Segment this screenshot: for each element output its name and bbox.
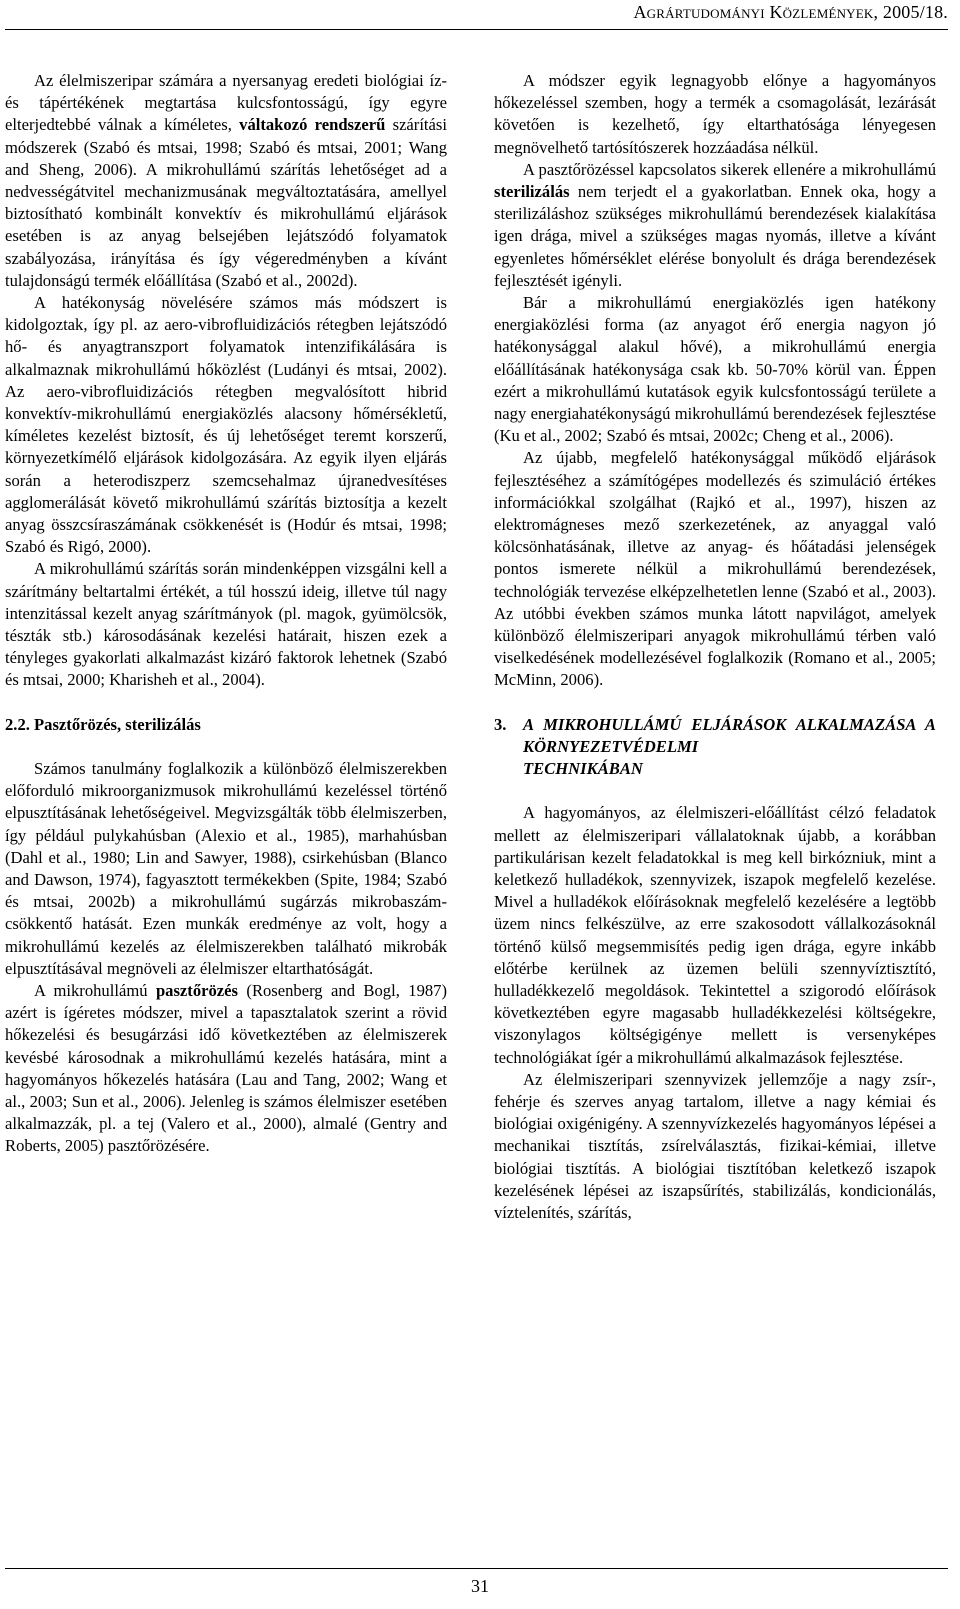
- paragraph-text: A pasztőrözéssel kapcsolatos sikerek ellenére a mikrohullámú: [523, 159, 936, 179]
- paragraph-text: nem terjedt el a gyakorlatban. Ennek oka, hogy a sterilizáláshoz szükséges mikrohullámú berendezések kialakítása igen drága, mivel a szükséges magas nyomás, illetve a kívánt egyenletes hőmérséklet elérése bonyolult és drága berendezések fejlesztését igényli.: [494, 182, 936, 290]
- spacer: [5, 692, 447, 714]
- paragraph: Bár a mikrohullámú energiaközlés igen hatékony energiaközlési forma (az anyagot érő energia nagyon jó hatékonysággal alakul hővé), a mikrohullámú energia előállításának hatékonysága csak kb. 50-70% körül van. Éppen ezért a mikrohullámú kutatások egyik kulcsfontosságú területe a nagy energiahatékonyságú mikrohullámú berendezések fejlesztése (Ku et al., 2002; Szabó és mtsai, 2002c; Cheng et al., 2006).: [494, 293, 936, 446]
- section-number: 3.: [494, 714, 507, 734]
- page-number: 31: [471, 1576, 489, 1596]
- left-column: [5, 70, 447, 1158]
- header-divider: [5, 29, 948, 30]
- spacer: [5, 736, 447, 758]
- section-title-line: A MIKROHULLÁMÚ ELJÁRÁSOK ALKALMAZÁSA A KÖRNYEZETVÉDELMI: [523, 714, 936, 756]
- paragraph: [494, 159, 936, 292]
- paragraph-text: szárítási módszerek (Szabó és mtsai, 1998; Szabó és mtsai, 2001; Wang and Sheng, 2006). A mikrohullámú szárítás lehetőséget ad a nedvességátvitel mechanizmusának megváltoztatására, amellyel biztosítható kombinált konvektív és mikrohullámú eljárások esetében is az anyag belsejében lejátszódó folyamatok szabályozása, irányítása és így végeredményben a kívánt tulajdonságú termék előállítása (Szabó et al., 2002d).: [5, 115, 447, 290]
- paragraph: Számos tanulmány foglalkozik a különböző élelmiszerekben előforduló mikroorganizmusok mikrohullámú kezeléssel történő elpusztításának lehetőségeivel. Megvizsgálták több élelmiszerben, így például pulykahúsban (Alexio et al., 1985), marhahúsban (Dahl et al., 1980; Lin and Sawyer, 1988), csirkehúsban (Blanco and Dawson, 1974), fagyasztott termékekben (Spite, 1984; Szabó és mtsai, 2002b) a mikrohullámú sugárzás mikrobaszám-csökkentő hatását. Ezen munkák eredménye az volt, hogy a mikrohullámú kezelés az élelmiszerekben található mikrobák elpusztításával megnöveli az élelmiszer eltarthatóságát.: [5, 758, 447, 978]
- spacer: [494, 692, 936, 714]
- paragraph: A módszer egyik legnagyobb előnye a hagyományos hőkezeléssel szemben, hogy a termék a csomagolását, lezárását követően is kezelhető, így eltarthatósága lényegesen megnövelhető tartósítószerek hozzáadása nélkül.: [494, 71, 936, 157]
- paragraph: A hatékonyság növelésére számos más módszert is kidolgoztak, így pl. az aero-vibrofluidizációs rétegben lejátszódó hő- és anyagtranszport folyamatok intenzifikálására is alkalmaznak mikrohullámú hőközlést (Ludányi és mtsai, 2002). Az aero-vibrofluidizációs rétegben megvalósított hibrid konvektív-mikrohullámú energiaközlés alacsony hőmérsékletű, kíméletes kezelést biztosít, és új lehetőséget teremt korszerű, környezetkímélő eljárások kidolgozására. Az egyik ilyen eljárás során a heterodiszperz szemcsehalmaz újranedvesítéses agglomerálását követő mikrohullámú szárítás biztosítja a kezelt anyag összcsíraszámának csökkenését is (Hodúr és mtsai, 1998; Szabó és Rigó, 2000).: [5, 293, 447, 557]
- bold-term: sterilizálás: [494, 182, 570, 202]
- paragraph: [5, 70, 447, 292]
- paragraph: A mikrohullámú szárítás során mindenképpen vizsgálni kell a szárítmány beltartalmi értékét, a túl hosszú ideig, illetve túl nagy intenzitással kezelt anyag szárítmányok (pl. magok, gyümölcsök, tészták stb.) károsodásának kezelési határait, hiszen ezek a tényleges gyakorlati alkalmazást kizáró faktorok lehetnek (Szabó és mtsai, 2000; Kharisheh et al., 2004).: [5, 559, 447, 690]
- section-title: [523, 714, 936, 781]
- section-heading-3: [494, 714, 936, 781]
- spacer: [494, 780, 936, 802]
- bold-term: váltakozó rendszerű: [239, 115, 386, 135]
- right-column: [494, 70, 936, 1224]
- paragraph: [5, 980, 447, 1158]
- bold-term: pasztőrözés: [155, 980, 238, 1000]
- paragraph: Az élelmiszeripari szennyvizek jellemzője a nagy zsír-, fehérje és szerves anyag tartalom, illetve a nagy kémiai és biológiai oxigénigény. A szennyvízkezelés hagyományos lépései a mechanikai tisztítás, zsírelválasztás, fizikai-kémiai, illetve biológiai tisztítás. A biológiai tisztítóban keletkező iszapok kezelésének lépései az iszapsűrítés, stabilizálás, kondicionálás, víztelenítés, szárítás,: [494, 1069, 936, 1222]
- journal-header: Agrártudományi Közlemények, 2005/18.: [633, 2, 948, 22]
- section-heading-2-2: 2.2. Pasztőrözés, sterilizálás: [5, 714, 201, 734]
- section-title-line: TECHNIKÁBAN: [523, 759, 643, 779]
- paragraph: Az újabb, megfelelő hatékonysággal működő eljárások fejlesztéséhez a számítógépes modellezés és szimuláció értékes információkkal szolgálhat (Rajkó et al., 1997), hiszen az elektromágneses mező szerkezetének, az anyaggal való kölcsönhatásának, illetve az anyag- és hőátadási jelenségek pontos ismerete nélkül a mikrohullámú berendezések, technológiák tervezése elképzelhetetlen lenne (Szabó et al., 2003). Az utóbbi években számos munka látott napvilágot, amelyek különböző élelmiszeripari anyagok mikrohullámú térben való viselkedésének modellezésével foglalkozik (Romano et al., 2005; McMinn, 2006).: [494, 448, 936, 690]
- paragraph-text: Az élelmiszeripar számára a nyersanyag eredeti biológiai íz- és tápértékének megtartása kulcsfontosságú, így egyre elterjedtebbé válnak a kíméletes,: [5, 71, 447, 135]
- paragraph-text: (Rosenberg and Bogl, 1987) azért is ígéretes módszer, mivel a tapasztalatok szerint a rövid hőkezelési és besugárzási idő következtében az élelmiszerek kevésbé károsodnak a mikrohullámú kezelés hatására, mint a hagyományos hőkezelés hatására (Lau and Tang, 2002; Wang et al., 2003; Sun et al., 2006). Jelenleg is számos élelmiszer esetében alkalmazzák, pl. a tej (Valero et al., 2000), almalé (Gentry and Roberts, 2005) pasztőrözésére.: [5, 980, 447, 1156]
- paragraph-text: A mikrohullámú: [34, 980, 156, 1000]
- footer-divider: [5, 1568, 948, 1569]
- paragraph: A hagyományos, az élelmiszeri-előállítást célzó feladatok mellett az élelmiszeripari vállalatoknak újabb, a korábban partikulárisan kezelt feladatokkal is meg kell birkózniuk, mint a keletkező hulladékok, szennyvizek, iszapok megfelelő kezelése. Mivel a hulladékok előírásoknak megfelelő kezelésére a legtöbb üzem nincs felkészülve, az erre szakosodott vállalkozásoknál történő külső megsemmisítés pedig igen drága, egyre inkább előtérbe kerülnek az üzemen belüli szennyvíztisztító, hulladékkezelő megoldások. Tekintettel a szigorodó előírások következtében egyre magasabb hulladékkezelési költségekre, viszonylagos költségigénye mellett is versenyképes technológiákat ígér a mikrohullámú alkalmazások fejlesztése.: [494, 803, 936, 1067]
